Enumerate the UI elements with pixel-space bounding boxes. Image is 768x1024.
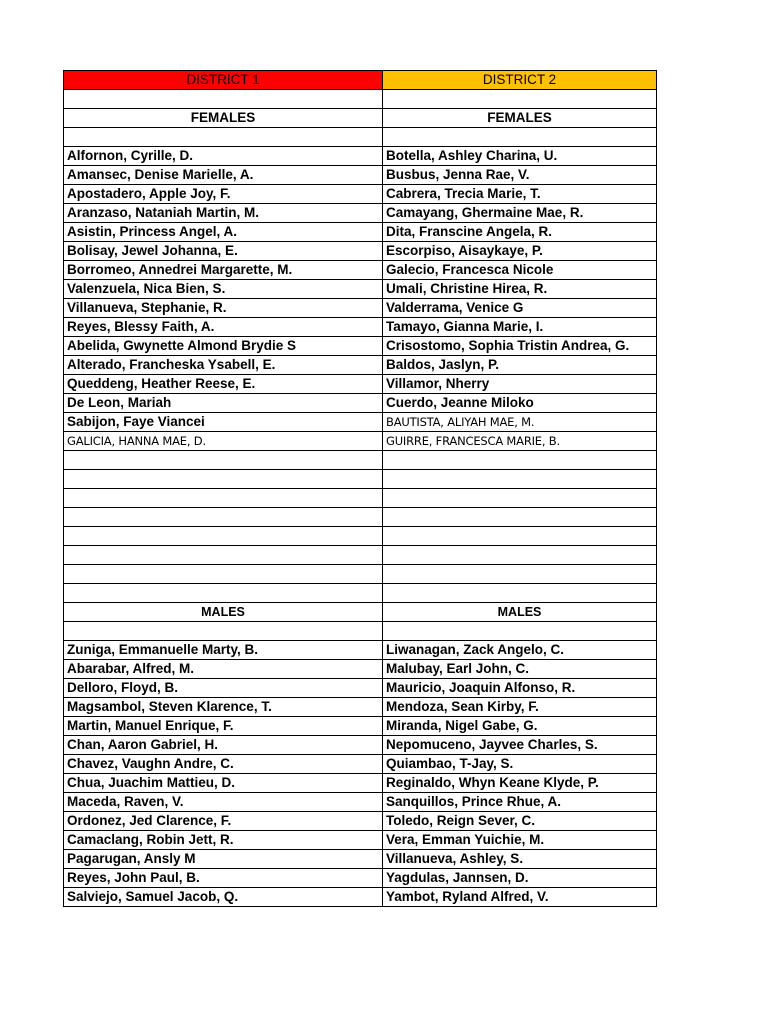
male-row bbox=[64, 774, 657, 793]
empty-row bbox=[64, 622, 657, 641]
female-name-district-1[interactable]: Reyes, Blessy Faith, A. bbox=[64, 318, 383, 337]
female-row bbox=[64, 204, 657, 223]
empty-row bbox=[64, 584, 657, 603]
female-row bbox=[64, 394, 657, 413]
empty-cell[interactable] bbox=[383, 489, 657, 508]
empty-cell[interactable] bbox=[383, 508, 657, 527]
male-name-district-2[interactable]: Nepomuceno, Jayvee Charles, S. bbox=[383, 736, 657, 755]
district-1-header[interactable]: DISTRICT 1 bbox=[64, 71, 383, 90]
male-name-district-1[interactable]: Pagarugan, Ansly M bbox=[64, 850, 383, 869]
female-row bbox=[64, 432, 657, 451]
empty-row bbox=[64, 90, 657, 109]
female-row bbox=[64, 147, 657, 166]
female-row bbox=[64, 413, 657, 432]
female-name-district-1[interactable]: De Leon, Mariah bbox=[64, 394, 383, 413]
empty-row bbox=[64, 451, 657, 470]
female-name-district-1[interactable]: Sabijon, Faye Viancei bbox=[64, 413, 383, 432]
females-header-row bbox=[64, 109, 657, 128]
female-name-district-1[interactable]: Asistin, Princess Angel, A. bbox=[64, 223, 383, 242]
empty-cell[interactable] bbox=[383, 584, 657, 603]
male-name-district-2[interactable]: Sanquillos, Prince Rhue, A. bbox=[383, 793, 657, 812]
empty-cell[interactable] bbox=[383, 470, 657, 489]
empty-cell[interactable] bbox=[64, 565, 383, 584]
female-name-district-2[interactable]: Cuerdo, Jeanne Miloko bbox=[383, 394, 657, 413]
male-row bbox=[64, 736, 657, 755]
female-name-district-1[interactable]: Alfornon, Cyrille, D. bbox=[64, 147, 383, 166]
female-row bbox=[64, 280, 657, 299]
male-row bbox=[64, 831, 657, 850]
male-row bbox=[64, 717, 657, 736]
male-name-district-2[interactable]: Quiambao, T-Jay, S. bbox=[383, 755, 657, 774]
male-name-district-2[interactable]: Reginaldo, Whyn Keane Klyde, P. bbox=[383, 774, 657, 793]
female-name-district-1[interactable]: Borromeo, Annedrei Margarette, M. bbox=[64, 261, 383, 280]
empty-row bbox=[64, 565, 657, 584]
male-name-district-1[interactable]: Reyes, John Paul, B. bbox=[64, 869, 383, 888]
males-header-row bbox=[64, 603, 657, 622]
female-row bbox=[64, 375, 657, 394]
female-row bbox=[64, 261, 657, 280]
female-row bbox=[64, 356, 657, 375]
female-name-district-2[interactable]: BAUTISTA, ALIYAH MAE, M. bbox=[383, 413, 657, 432]
empty-cell[interactable] bbox=[383, 546, 657, 565]
male-name-district-2[interactable]: Malubay, Earl John, C. bbox=[383, 660, 657, 679]
male-row bbox=[64, 679, 657, 698]
male-row bbox=[64, 641, 657, 660]
female-name-district-2[interactable]: Crisostomo, Sophia Tristin Andrea, G. bbox=[383, 337, 657, 356]
empty-cell[interactable] bbox=[383, 128, 657, 147]
male-row bbox=[64, 869, 657, 888]
males-header-district-1[interactable]: MALES bbox=[64, 603, 383, 622]
empty-cell[interactable] bbox=[64, 622, 383, 641]
male-row bbox=[64, 660, 657, 679]
male-name-district-2[interactable]: Yambot, Ryland Alfred, V. bbox=[383, 888, 657, 907]
female-row bbox=[64, 242, 657, 261]
male-name-district-1[interactable]: Maceda, Raven, V. bbox=[64, 793, 383, 812]
district-roster-table bbox=[63, 70, 657, 907]
empty-cell[interactable] bbox=[383, 90, 657, 109]
female-name-district-1[interactable]: Villanueva, Stephanie, R. bbox=[64, 299, 383, 318]
male-row bbox=[64, 812, 657, 831]
male-name-district-1[interactable]: Magsambol, Steven Klarence, T. bbox=[64, 698, 383, 717]
empty-row bbox=[64, 128, 657, 147]
empty-cell[interactable] bbox=[383, 565, 657, 584]
female-name-district-1[interactable]: Alterado, Francheska Ysabell, E. bbox=[64, 356, 383, 375]
empty-cell[interactable] bbox=[64, 128, 383, 147]
female-name-district-1[interactable]: Aranzaso, Nataniah Martin, M. bbox=[64, 204, 383, 223]
male-name-district-1[interactable]: Salviejo, Samuel Jacob, Q. bbox=[64, 888, 383, 907]
female-name-district-2[interactable]: Busbus, Jenna Rae, V. bbox=[383, 166, 657, 185]
male-name-district-2[interactable]: Liwanagan, Zack Angelo, C. bbox=[383, 641, 657, 660]
empty-cell[interactable] bbox=[383, 451, 657, 470]
empty-cell[interactable] bbox=[383, 622, 657, 641]
male-name-district-1[interactable]: Camaclang, Robin Jett, R. bbox=[64, 831, 383, 850]
empty-cell[interactable] bbox=[64, 90, 383, 109]
male-name-district-1[interactable]: Ordonez, Jed Clarence, F. bbox=[64, 812, 383, 831]
male-name-district-1[interactable]: Chan, Aaron Gabriel, H. bbox=[64, 736, 383, 755]
female-name-district-1[interactable]: Abelida, Gwynette Almond Brydie S bbox=[64, 337, 383, 356]
female-name-district-1[interactable]: Bolisay, Jewel Johanna, E. bbox=[64, 242, 383, 261]
empty-row bbox=[64, 508, 657, 527]
empty-cell[interactable] bbox=[64, 546, 383, 565]
male-row bbox=[64, 888, 657, 907]
female-row bbox=[64, 318, 657, 337]
female-name-district-2[interactable]: Valderrama, Venice G bbox=[383, 299, 657, 318]
empty-cell[interactable] bbox=[64, 584, 383, 603]
female-name-district-2[interactable]: Galecio, Francesca Nicole bbox=[383, 261, 657, 280]
male-row bbox=[64, 850, 657, 869]
female-name-district-1[interactable]: Amansec, Denise Marielle, A. bbox=[64, 166, 383, 185]
female-name-district-1[interactable]: GALICIA, HANNA MAE, D. bbox=[64, 432, 383, 451]
female-name-district-2[interactable]: Cabrera, Trecia Marie, T. bbox=[383, 185, 657, 204]
female-name-district-1[interactable]: Valenzuela, Nica Bien, S. bbox=[64, 280, 383, 299]
female-name-district-2[interactable]: Camayang, Ghermaine Mae, R. bbox=[383, 204, 657, 223]
female-row bbox=[64, 223, 657, 242]
female-name-district-2[interactable]: Villamor, Nherry bbox=[383, 375, 657, 394]
empty-cell[interactable] bbox=[64, 508, 383, 527]
empty-cell[interactable] bbox=[64, 489, 383, 508]
female-name-district-1[interactable]: Apostadero, Apple Joy, F. bbox=[64, 185, 383, 204]
male-name-district-2[interactable]: Vera, Emman Yuichie, M. bbox=[383, 831, 657, 850]
empty-row bbox=[64, 489, 657, 508]
empty-cell[interactable] bbox=[64, 527, 383, 546]
district-2-header[interactable]: DISTRICT 2 bbox=[383, 71, 657, 90]
male-row bbox=[64, 698, 657, 717]
male-name-district-1[interactable]: Chua, Juachim Mattieu, D. bbox=[64, 774, 383, 793]
female-name-district-2[interactable]: Tamayo, Gianna Marie, I. bbox=[383, 318, 657, 337]
males-header-district-2[interactable]: MALES bbox=[383, 603, 657, 622]
female-name-district-2[interactable]: Dita, Franscine Angela, R. bbox=[383, 223, 657, 242]
male-row bbox=[64, 793, 657, 812]
male-row bbox=[64, 755, 657, 774]
female-name-district-2[interactable]: GUIRRE, FRANCESCA MARIE, B. bbox=[383, 432, 657, 451]
empty-row bbox=[64, 546, 657, 565]
male-name-district-2[interactable]: Villanueva, Ashley, S. bbox=[383, 850, 657, 869]
male-name-district-2[interactable]: Miranda, Nigel Gabe, G. bbox=[383, 717, 657, 736]
females-header-district-1[interactable]: FEMALES bbox=[64, 109, 383, 128]
male-name-district-1[interactable]: Abarabar, Alfred, M. bbox=[64, 660, 383, 679]
empty-cell[interactable] bbox=[64, 470, 383, 489]
female-row bbox=[64, 166, 657, 185]
female-name-district-1[interactable]: Queddeng, Heather Reese, E. bbox=[64, 375, 383, 394]
male-name-district-1[interactable]: Delloro, Floyd, B. bbox=[64, 679, 383, 698]
male-name-district-1[interactable]: Chavez, Vaughn Andre, C. bbox=[64, 755, 383, 774]
male-name-district-2[interactable]: Mauricio, Joaquin Alfonso, R. bbox=[383, 679, 657, 698]
female-name-district-2[interactable]: Botella, Ashley Charina, U. bbox=[383, 147, 657, 166]
female-name-district-2[interactable]: Baldos, Jaslyn, P. bbox=[383, 356, 657, 375]
male-name-district-2[interactable]: Yagdulas, Jannsen, D. bbox=[383, 869, 657, 888]
empty-cell[interactable] bbox=[64, 451, 383, 470]
male-name-district-2[interactable]: Toledo, Reign Sever, C. bbox=[383, 812, 657, 831]
male-name-district-1[interactable]: Zuniga, Emmanuelle Marty, B. bbox=[64, 641, 383, 660]
district-header-row bbox=[64, 71, 657, 90]
female-row bbox=[64, 299, 657, 318]
male-name-district-2[interactable]: Mendoza, Sean Kirby, F. bbox=[383, 698, 657, 717]
empty-row bbox=[64, 470, 657, 489]
empty-cell[interactable] bbox=[383, 527, 657, 546]
female-name-district-2[interactable]: Escorpiso, Aisaykaye, P. bbox=[383, 242, 657, 261]
female-name-district-2[interactable]: Umali, Christine Hirea, R. bbox=[383, 280, 657, 299]
male-name-district-1[interactable]: Martin, Manuel Enrique, F. bbox=[64, 717, 383, 736]
female-row bbox=[64, 337, 657, 356]
females-header-district-2[interactable]: FEMALES bbox=[383, 109, 657, 128]
empty-row bbox=[64, 527, 657, 546]
female-row bbox=[64, 185, 657, 204]
